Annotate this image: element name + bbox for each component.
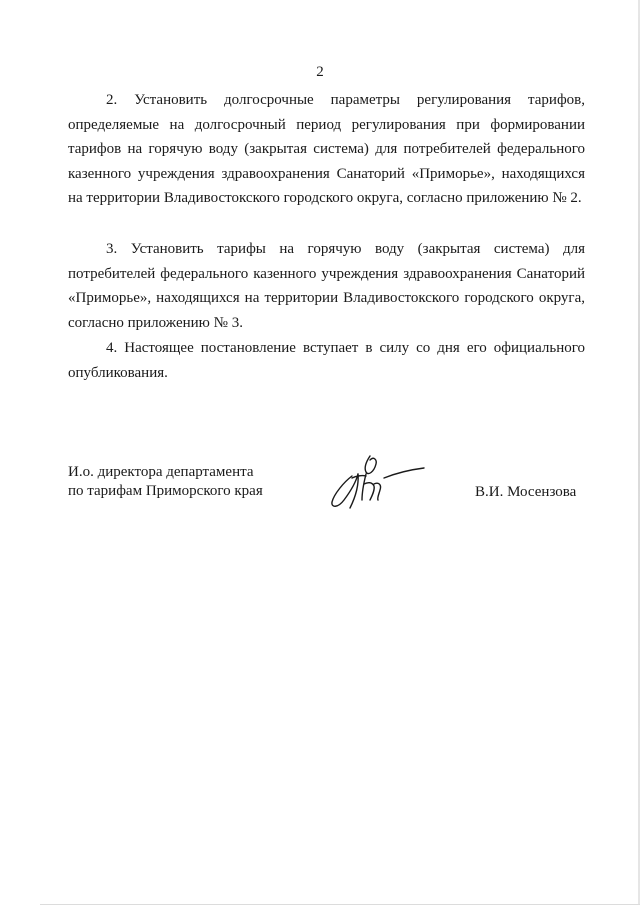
signatory-position-line1: И.о. директора департамента <box>68 464 254 480</box>
signatory-name: В.И. Мосензова <box>475 484 577 500</box>
paragraph-item-3: 3. Установить тарифы на горячую воду (закрытая система) для потребителей федерального казенного учреждения здравоохранения Санаторий «Приморье», находящихся на территории Владивостокского городского округа, согласно приложению № 3. <box>68 241 585 331</box>
handwritten-signature <box>322 448 432 518</box>
page-number: 2 <box>316 64 324 80</box>
paragraph-item-2: 2. Установить долгосрочные параметры регулирования тарифов, определяемые на долгосрочный период регулирования при формировании тарифов на горячую воду (закрытая система) для потребителей федерального казенного учреждения здравоохранения Санаторий «Приморье», находящихся на территории Владивостокского городского округа, согласно приложению № 2. <box>68 92 585 206</box>
signatory-position <box>68 463 263 501</box>
signatory-position-line2: по тарифам Приморского края <box>68 483 263 499</box>
paragraph-item-4: 4. Настоящее постановление вступает в силу со дня его официального опубликования. <box>68 340 585 381</box>
